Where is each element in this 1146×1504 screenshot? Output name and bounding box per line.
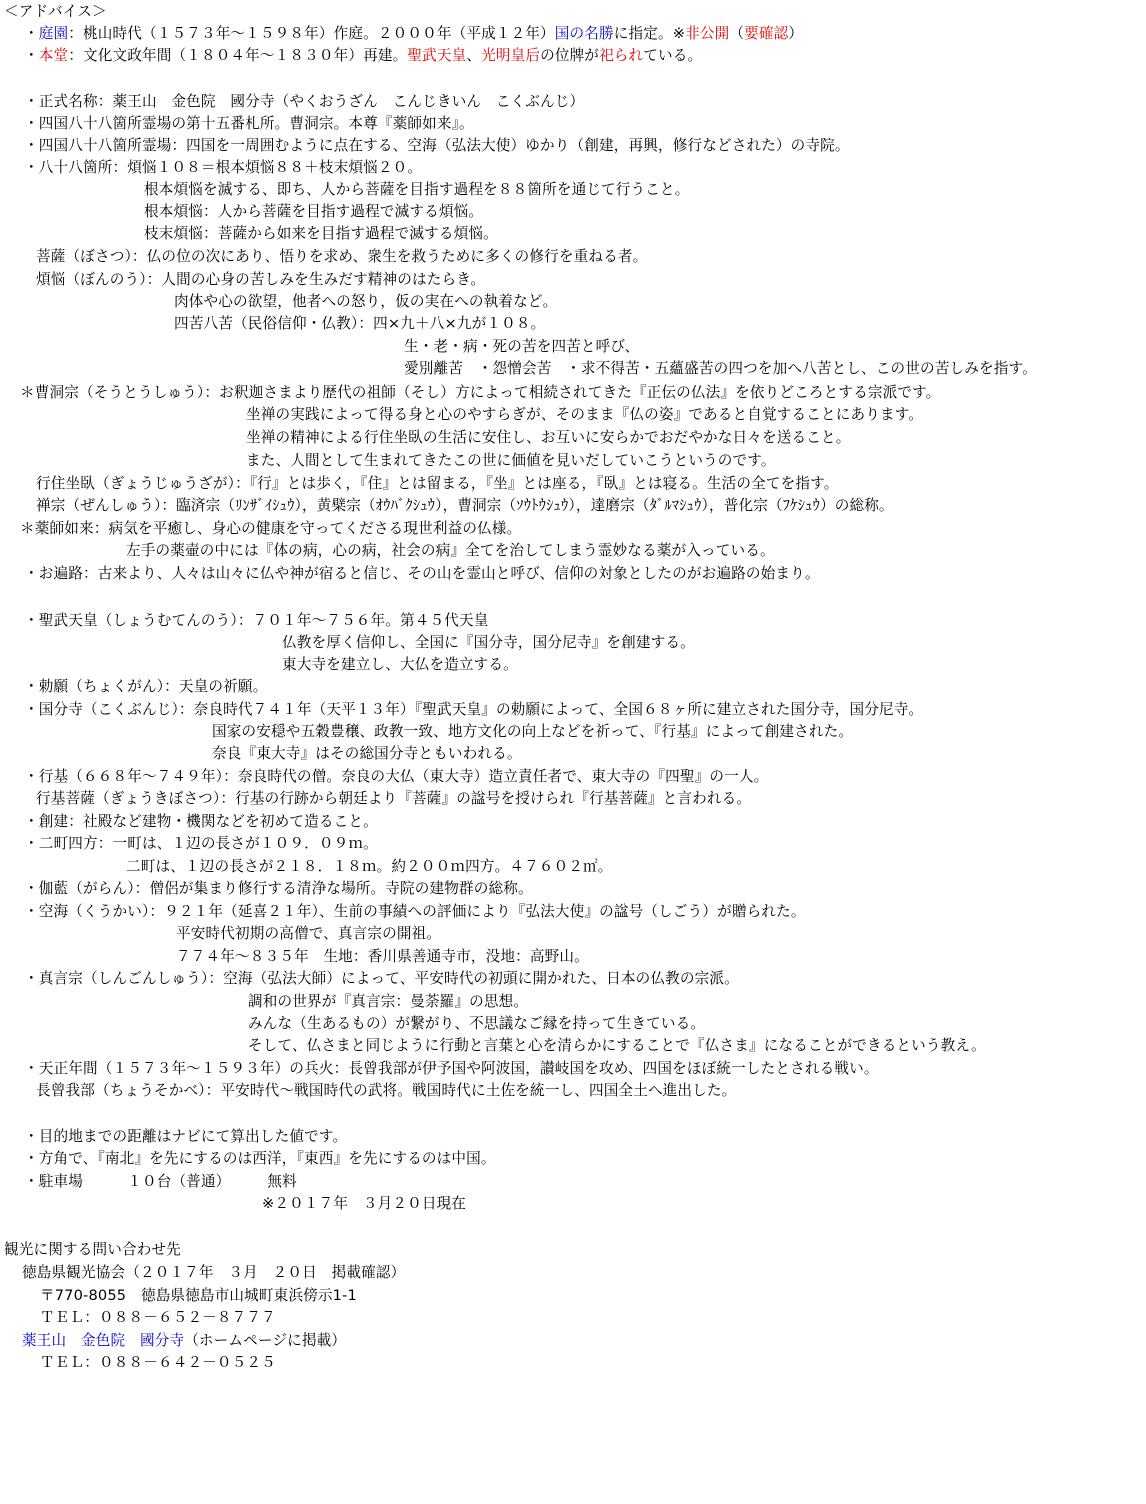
- soto-detail-2: [246, 428, 851, 450]
- line-text: ・空海（くうかい）：９２１年（延喜２１年）、生前の事績への評価により『弘法大使』の諡号（しごう）が贈られた。: [24, 903, 806, 920]
- line-text: ＊薬師如来：病気を平癒し、身心の健康を守ってくださる現世利益の仏様。: [20, 520, 522, 537]
- chosokabe-line: [36, 1081, 736, 1103]
- shomu-detail-1: [282, 633, 695, 655]
- association-tel: [40, 1308, 276, 1330]
- advice-heading: [4, 2, 107, 24]
- bonnou-line: [36, 270, 485, 292]
- line-text: ・国分寺（こくぶんじ）：奈良時代７４１年（天平１３年）『聖武天皇』の勅願によって、全国６８ヶ所に建立された国分寺，国分尼寺。: [24, 701, 924, 718]
- line-text: 仏教を厚く信仰し、全国に『国分寺，国分尼寺』を創建する。: [282, 634, 695, 651]
- line-text: （ホームページに掲載）: [184, 1332, 347, 1349]
- chokugan-line: [24, 677, 267, 699]
- line-text: ＴＥＬ：０８８－６５２－８７７７: [40, 1309, 276, 1326]
- shingon-detail-3: [248, 1036, 986, 1058]
- tensho-line: [24, 1059, 879, 1081]
- line-text: ・八十八箇所：煩悩１０８＝根本煩悩８８＋枝末煩悩２０。: [24, 159, 423, 176]
- line-text: ・勅願（ちょくがん）：天皇の祈願。: [24, 678, 268, 695]
- distance-note: [24, 1127, 347, 1149]
- line-text: 二町は、１辺の長さが２１８．１８ｍ。約２００ｍ四方。４７６０２㎡。: [126, 858, 613, 875]
- line-text: 根本煩悩：人から菩薩を目指す過程で滅する煩悩。: [144, 203, 484, 220]
- line-text: 長曾我部（ちょうそかべ）：平安時代～戦国時代の武将。戦国時代に土佐を統一し、四国全土へ進出した。: [36, 1082, 737, 1099]
- line-text: ・目的地までの距離はナビにて算出した値です。: [24, 1128, 348, 1145]
- nicho-detail-1: [126, 857, 613, 879]
- blue-highlight-text: 庭園: [38, 25, 69, 42]
- line-text: ：桃山時代（１５７３年～１５９８年）作庭。２０００年（平成１２年）: [68, 25, 555, 42]
- direction-note: [24, 1149, 496, 1171]
- gyoki-line: [24, 767, 768, 789]
- line-text: ※２０１７年 ３月２０日現在: [262, 1195, 467, 1212]
- line-text: （: [729, 25, 745, 42]
- soto-detail-1: [246, 405, 923, 427]
- line-text: ・お遍路：古来より、人々は山々に仏や神が宿ると信じ、その山を霊山と呼び、信仰の対象としたのがお遍路の始まり。: [24, 565, 820, 582]
- shingon-line: [24, 969, 739, 991]
- line-text: 左手の薬壷の中には『体の病，心の病，社会の病』全てを治してしまう霊妙なる薬が入っている。: [126, 542, 775, 559]
- main-hall-line: [24, 46, 702, 68]
- association-address: [40, 1286, 357, 1308]
- line-text: 徳島県観光協会（２０１７年 ３月 ２０日 掲載確認）: [22, 1264, 406, 1281]
- pilgrimage-line: [24, 136, 850, 158]
- line-text: 奈良『東大寺』はその総国分寺ともいわれる。: [212, 745, 522, 762]
- line-text: 国家の安穏や五穀豊穣、政教一致、地方文化の向上などを祈って、『行基』によって創建された。: [212, 723, 854, 740]
- line-text: 愛別離苦 ・怨憎会苦 ・求不得苦・五蘊盛苦の四つを加へ八苦とし、この世の苦しみを指す。: [404, 360, 1037, 377]
- red-highlight-text: 非公開: [685, 25, 730, 42]
- line-text: 生・老・病・死の苦を四苦と呼び、: [404, 338, 640, 355]
- nicho-line: [24, 834, 378, 856]
- line-text: 肉体や心の欲望，他者への怒り，仮の実在への執着など。: [174, 293, 558, 310]
- line-text: 四苦八苦（民俗信仰・仏教）：四×九＋八×九が１０８。: [174, 315, 546, 332]
- kukai-line: [24, 902, 806, 924]
- line-text: ）: [788, 25, 804, 42]
- line-text: ＊曹洞宗（そうとうしゅう）：お釈迦さまより歴代の祖師（そし）方によって相続されてきた『正伝の仏法』を依りどころとする宗派です。: [20, 384, 941, 401]
- red-highlight-text: 光明皇后: [481, 47, 541, 64]
- line-text: ・真言宗（しんごんしゅう）：空海（弘法大師）によって、平安時代の初頭に開かれた、日本の仏教の宗派。: [24, 970, 739, 987]
- soto-detail-3: [246, 451, 776, 473]
- ohenro-line: [24, 564, 820, 586]
- line-text: ・聖武天皇（しょうむてんのう）：７０１年～７５６年。第４５代天皇: [24, 612, 489, 629]
- line-text: 、: [466, 47, 482, 64]
- 88-places-line: [24, 158, 422, 180]
- line-text: 坐禅の実践によって得る身と心のやすらぎが、そのまま『仏の姿』であると自覚することにあります。: [246, 406, 924, 423]
- line-text: ・伽藍（がらん）：僧侶が集まり修行する清浄な場所。寺院の建物群の総称。: [24, 880, 533, 897]
- shomu-line: [24, 611, 489, 633]
- blue-highlight-text: 薬王山 金色院 國分寺: [22, 1332, 185, 1349]
- formal-name-line: [24, 92, 584, 114]
- yakushi-detail-1: [126, 541, 775, 563]
- line-text: 根本煩悩を滅する、即ち、人から菩薩を目指す過程を８８箇所を通じて行うこと。: [144, 181, 690, 198]
- line-text: ・: [24, 25, 39, 42]
- temple-tel: [40, 1353, 276, 1375]
- soken-line: [24, 812, 378, 834]
- line-text: 菩薩（ぼさつ）：仏の位の次にあり、悟りを求め、衆生を救うために多くの修行を重ねる者。: [36, 248, 648, 265]
- inquiry-heading: [4, 1240, 181, 1262]
- line-text: ・行基（６６８年～７４９年）：奈良時代の僧。奈良の大仏（東大寺）造立責任者で、東大寺の『四聖』の一人。: [24, 768, 769, 785]
- line-text: ＜アドバイス＞: [4, 3, 107, 20]
- temple-number-line: [24, 114, 474, 136]
- 88-places-detail-3: [144, 224, 498, 246]
- yakushi-line: [20, 519, 521, 541]
- 88-places-detail-2: [144, 202, 483, 224]
- shomu-detail-2: [282, 655, 518, 677]
- line-text: 観光に関する問い合わせ先: [4, 1241, 181, 1258]
- kukai-detail-1: [176, 924, 441, 946]
- bonnou-detail-1: [174, 292, 557, 314]
- line-text: ・創建：社殿など建物・機関などを初めて造ること。: [24, 813, 378, 830]
- garan-line: [24, 879, 533, 901]
- bonnou-detail-3: [404, 337, 639, 359]
- line-text: ・駐車場 １０台（普通） 無料: [24, 1173, 297, 1190]
- line-text: 行基菩薩（ぎょうきぼさつ）：行基の行跡から朝廷より『菩薩』の諡号を授けられ『行基菩薩』と言われる。: [36, 790, 752, 807]
- line-text: 枝末煩悩：菩薩から如来を目指す過程で滅する煩悩。: [144, 225, 498, 242]
- line-text: ・方角で、『南北』を先にするのは西洋，『東西』を先にするのは中国。: [24, 1150, 496, 1167]
- line-text: ・天正年間（１５７３年～１５９３年）の兵火：長曾我部が伊予国や阿波国，讃岐国を攻め、四国をほぼ統一したとされる戦い。: [24, 1060, 879, 1077]
- parking-line: [24, 1172, 297, 1194]
- line-text: 平安時代初期の高僧で、真言宗の開祖。: [176, 925, 442, 942]
- shingon-detail-2: [248, 1014, 705, 1036]
- as-of-note: [262, 1194, 466, 1216]
- kukai-detail-2: [176, 947, 589, 969]
- line-text: ・正式名称：薬王山 金色院 國分寺（やくおうざん こんじきいん こくぶんじ）: [24, 93, 585, 110]
- line-text: 禅宗（ぜんしゅう）：臨済宗（ﾘﾝｻﾞｲｼｭｳ），黄檗宗（ｵｳﾊﾞｸｼｭｳ），曹洞宗（ｿｳﾄｳｼｭｳ），達磨宗（ﾀﾞﾙﾏｼｭｳ），普化宗（ﾌｹｼｭｳ）の総称。: [36, 497, 894, 514]
- line-text: 坐禅の精神による行住坐臥の生活に安住し、お互いに安らかでおだやかな日々を送ること。: [246, 429, 851, 446]
- line-text: 行住坐臥（ぎょうじゅうざが）：『行』とは歩く，『住』とは留まる，『坐』とは座る，『臥』とは寝る。生活の全てを指す。: [36, 475, 839, 492]
- soto-line: [20, 383, 940, 405]
- line-text: ・四国八十八箇所霊場の第十五番札所。曹洞宗。本尊『薬師如来』。: [24, 115, 474, 132]
- red-highlight-text: 本堂: [38, 47, 69, 64]
- bonnou-detail-2: [174, 314, 545, 336]
- gyoju-line: [36, 474, 838, 496]
- association-name: [22, 1263, 405, 1285]
- kokubunji-detail-2: [212, 744, 522, 766]
- line-text: ・: [24, 47, 39, 64]
- line-text: ＴＥＬ：０８８－６４２－０５２５: [40, 1354, 276, 1371]
- line-text: そして、仏さまと同じように行動と言葉と心を清らかにすることで『仏さま』になることができるという教え。: [248, 1037, 986, 1054]
- 88-places-detail-1: [144, 180, 690, 202]
- line-text: ている。: [643, 47, 703, 64]
- red-highlight-text: 祀られ: [599, 47, 644, 64]
- line-text: の位牌が: [540, 47, 600, 64]
- line-text: 〒770-8055 徳島県徳島市山城町東浜傍示1-1: [40, 1287, 357, 1304]
- garden-line: [24, 24, 803, 46]
- bosatsu-line: [36, 247, 647, 269]
- line-text: ７７４年～８３５年 生地：香川県善通寺市，没地：高野山。: [176, 948, 589, 965]
- red-highlight-text: 要確認: [744, 25, 789, 42]
- line-text: 東大寺を建立し、大仏を造立する。: [282, 656, 518, 673]
- line-text: に指定。※: [613, 25, 686, 42]
- kokubunji-line: [24, 700, 923, 722]
- temple-contact-name: [22, 1331, 346, 1353]
- line-text: 調和の世界が『真言宗：曼荼羅』の思想。: [248, 993, 529, 1010]
- line-text: ・二町四方：一町は、１辺の長さが１０９．０９ｍ。: [24, 835, 378, 852]
- gyoki-bosatsu-line: [36, 789, 751, 811]
- kokubunji-detail-1: [212, 722, 853, 744]
- line-text: ：文化文政年間（１８０４年～１８３０年）再建。: [68, 47, 408, 64]
- red-highlight-text: 聖武天皇: [407, 47, 467, 64]
- line-text: みんな（生あるもの）が繋がり、不思議なご縁を持って生きている。: [248, 1015, 706, 1032]
- shingon-detail-1: [248, 992, 528, 1014]
- blue-highlight-text: 国の名勝: [554, 25, 614, 42]
- line-text: ・四国八十八箇所霊場：四国を一周囲むように点在する、空海（弘法大使）ゆかり（創建，再興，修行などされた）の寺院。: [24, 137, 850, 154]
- line-text: 煩悩（ぼんのう）：人間の心身の苦しみを生みだす精神のはたらき。: [36, 271, 486, 288]
- zen-line: [36, 496, 894, 518]
- line-text: また、人間として生まれてきたこの世に価値を見いだしていこうというのです。: [246, 452, 776, 469]
- bonnou-detail-4: [404, 359, 1037, 381]
